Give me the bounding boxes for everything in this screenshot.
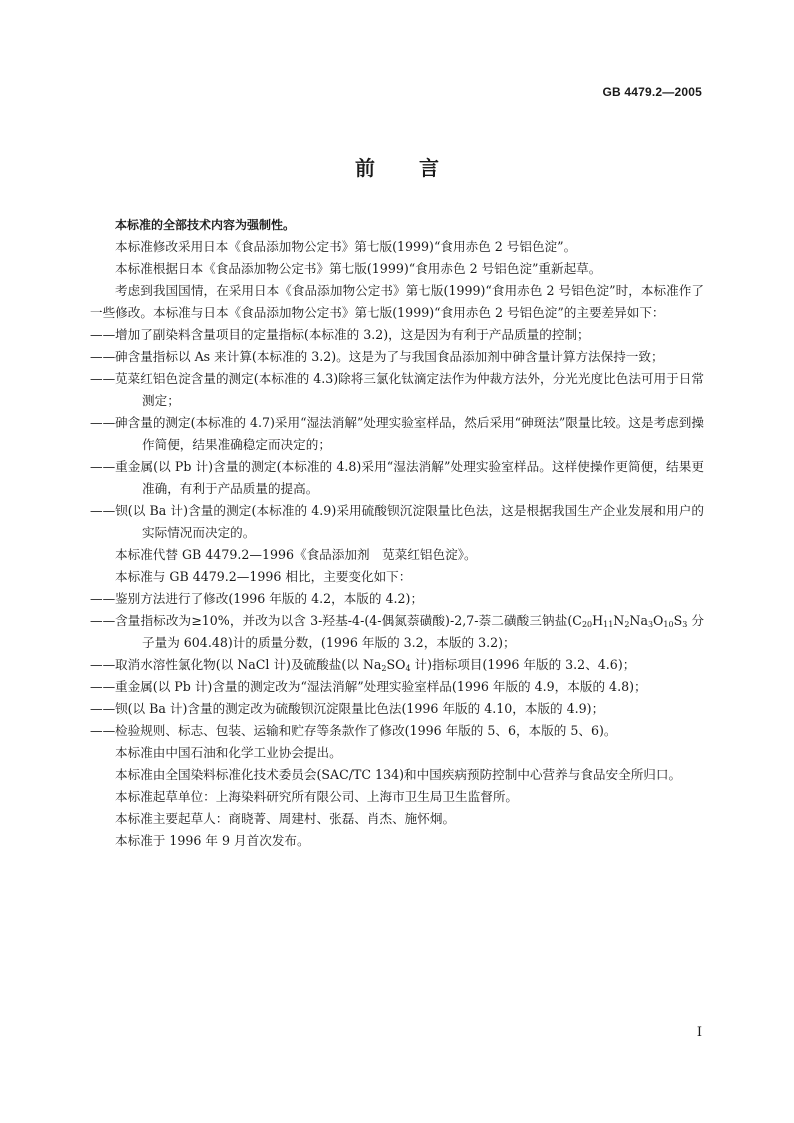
paragraph: 本标准由全国染料标准化技术委员会(SAC/TC 134)和中国疾病预防控制中心营养与食品安全所归口。 <box>115 767 682 782</box>
dash: —— <box>90 415 116 430</box>
dash: —— <box>90 613 116 628</box>
difference-item: ——钡(以 Ba 计)含量的测定(本标准的 4.9)采用硫酸钡沉淀限量比色法，这是根据我国生产企业发展和用户的实际情况而决定的。 <box>90 500 704 544</box>
paragraph-mandatory: 本标准的全部技术内容为强制性。 <box>115 218 296 232</box>
dash: —— <box>90 327 116 342</box>
change-item: ——含量指标改为≥10%，并改为以含 3-羟基-4-(4-偶氮萘磺酸)-2,7-萘二磺酸三钠盐($C_{20}H_{11}N_2Na_3O_{10}S_3$ 分子量为 604.48)计的质量分数，(1996 年版的 3.2，本版的 3.2)； <box>90 610 704 654</box>
foreword-body <box>90 214 704 852</box>
title-char-2: 言 <box>419 156 439 180</box>
change-item: ——鉴别方法进行了修改(1996 年版的 4.2，本版的 4.2)； <box>90 588 704 610</box>
change-item: ——检验规则、标志、包装、运输和贮存等条款作了修改(1996 年版的 5、6，本版的 5、6)。 <box>90 720 704 742</box>
paragraph: 本标准由中国石油和化学工业协会提出。 <box>115 745 342 760</box>
dash: —— <box>90 723 116 738</box>
difference-item: ——砷含量指标以 As 来计算(本标准的 3.2)。这是为了与我国食品添加剂中砷含量计算方法保持一致； <box>90 346 704 368</box>
difference-item: ——重金属(以 Pb 计)含量的测定(本标准的 4.8)采用“湿法消解”处理实验室样品。这样使操作更简便，结果更准确，有利于产品质量的提高。 <box>90 456 704 500</box>
difference-item: ——砷含量的测定(本标准的 4.7)采用“湿法消解”处理实验室样品，然后采用“砷斑法”限量比较。这是考虑到操作简便，结果准确稳定而决定的； <box>90 412 704 456</box>
change-item: ——重金属(以 Pb 计)含量的测定改为“湿法消解”处理实验室样品(1996 年版的 4.9，本版的 4.8)； <box>90 676 704 698</box>
paragraph: 考虑到我国国情，在采用日本《食品添加物公定书》第七版(1999)“食用赤色 2 号铝色淀”时，本标准作了一些修改。本标准与日本《食品添加物公定书》第七版(1999)“食用赤色 2 号铝色淀”的主要差异如下： <box>90 283 704 320</box>
change-item: ——钡(以 Ba 计)含量的测定改为硫酸钡沉淀限量比色法(1996 年版的 4.10，本版的 4.9)； <box>90 698 704 720</box>
paragraph: 本标准修改采用日本《食品添加物公定书》第七版(1999)“食用赤色 2 号铝色淀”。 <box>115 239 577 254</box>
difference-item: ——苋菜红铝色淀含量的测定(本标准的 4.3)除将三氯化钛滴定法作为仲裁方法外，分光光度比色法可用于日常测定； <box>90 368 704 412</box>
dash: —— <box>90 679 116 694</box>
paragraph: 本标准起草单位：上海染料研究所有限公司、上海市卫生局卫生监督所。 <box>115 789 518 804</box>
change-item: ——取消水溶性氯化物(以 NaCl 计)及硫酸盐(以 $Na_2SO_4$ 计)指标项目(1996 年版的 3.2、4.6)； <box>90 654 704 676</box>
page-title <box>0 152 794 181</box>
paragraph: 本标准代替 GB 4479.2—1996《食品添加剂 苋菜红铝色淀》。 <box>115 547 477 562</box>
dash: —— <box>90 657 116 672</box>
dash: —— <box>90 591 116 606</box>
page-number: I <box>696 1025 702 1040</box>
standard-code: GB 4479.2—2005 <box>602 85 702 99</box>
dash: —— <box>90 701 116 716</box>
paragraph: 本标准主要起草人：商晓菁、周建村、张磊、肖杰、施怀炯。 <box>115 811 456 826</box>
paragraph: 本标准于 1996 年 9 月首次发布。 <box>115 833 310 848</box>
dash: —— <box>90 371 116 386</box>
dash: —— <box>90 349 116 364</box>
title-char-1: 前 <box>355 156 375 180</box>
difference-item: ——增加了副染料含量项目的定量指标(本标准的 3.2)，这是因为有利于产品质量的控制； <box>90 324 704 346</box>
paragraph: 本标准根据日本《食品添加物公定书》第七版(1999)“食用赤色 2 号铝色淀”重新起草。 <box>115 261 602 276</box>
dash: —— <box>90 459 116 474</box>
dash: —— <box>90 503 116 518</box>
paragraph: 本标准与 GB 4479.2—1996 相比，主要变化如下： <box>115 569 412 584</box>
